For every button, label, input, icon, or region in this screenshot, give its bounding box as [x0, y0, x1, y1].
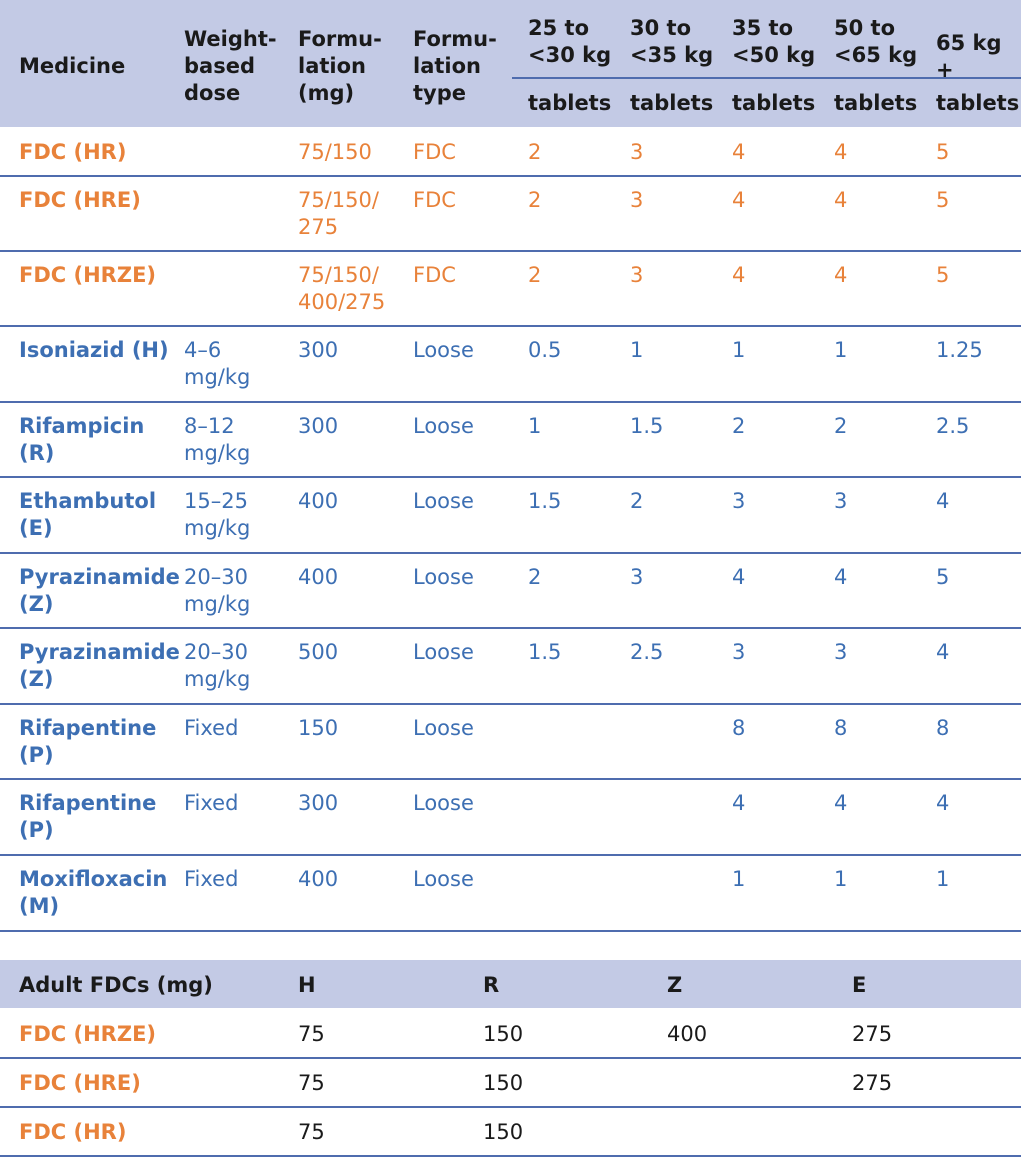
dosing-row-2-w4: 4	[834, 188, 848, 212]
dosing-row-11-type: Loose	[413, 867, 474, 891]
dosing-row-8-w2: 2.5	[630, 640, 664, 664]
dosing-row-10-medicine: Rifapentine (P)	[19, 791, 157, 842]
dosing-row-7-dose: 20–30 mg/kg	[184, 565, 251, 616]
dosing-row-9-w5: 8	[936, 716, 950, 740]
dosing-row-2-w1: 2	[528, 188, 542, 212]
dosing-row-7-w1: 2	[528, 565, 542, 589]
fdc-row-1-h: 75	[298, 1022, 325, 1046]
dosing-row-11-w4: 1	[834, 867, 848, 891]
header-weight-35-50: 35 to <50 kg	[732, 16, 816, 67]
row-divider	[0, 703, 1021, 705]
dosing-row-6-dose: 15–25 mg/kg	[184, 489, 251, 540]
header-unit-tablets: tablets	[834, 91, 918, 115]
dosing-row-8-w3: 3	[732, 640, 746, 664]
fdc-row-1-name: FDC (HRZE)	[19, 1022, 157, 1046]
dosing-row-8-w4: 3	[834, 640, 848, 664]
row-divider	[0, 627, 1021, 629]
dosing-row-5-medicine: Rifampicin (R)	[19, 414, 145, 465]
header-unit-tablets: tablets	[528, 91, 612, 115]
dosing-row-9-formulation: 150	[298, 716, 339, 740]
dosing-row-9-medicine: Rifapentine (P)	[19, 716, 157, 767]
fdc-row-1-r: 150	[483, 1022, 524, 1046]
dosing-row-2-formulation: 75/150/ 275	[298, 188, 379, 239]
dosing-row-8-formulation: 500	[298, 640, 339, 664]
dosing-row-2-w3: 4	[732, 188, 746, 212]
dosing-row-10-w3: 4	[732, 791, 746, 815]
row-divider	[0, 401, 1021, 403]
fdc-header-e: E	[852, 973, 867, 997]
dosing-row-8-w1: 1.5	[528, 640, 562, 664]
dosing-row-11-formulation: 400	[298, 867, 339, 891]
dosing-row-6-w3: 3	[732, 489, 746, 513]
fdc-header-h: H	[298, 973, 316, 997]
dosing-row-7-type: Loose	[413, 565, 474, 589]
header-formulation-type: Formu- lation type	[413, 27, 497, 105]
header-weight-30-35: 30 to <35 kg	[630, 16, 714, 67]
dosing-row-7-formulation: 400	[298, 565, 339, 589]
dosing-row-3-w3: 4	[732, 263, 746, 287]
dosing-row-11-dose: Fixed	[184, 867, 239, 891]
row-divider	[0, 250, 1021, 252]
dosing-row-5-w5: 2.5	[936, 414, 970, 438]
dosing-row-5-w1: 1	[528, 414, 542, 438]
row-divider	[0, 1057, 1021, 1059]
dosing-row-7-w2: 3	[630, 565, 644, 589]
dosing-row-3-formulation: 75/150/ 400/275	[298, 263, 386, 314]
fdc-row-3-h: 75	[298, 1120, 325, 1144]
dosing-row-6-formulation: 400	[298, 489, 339, 513]
row-divider	[0, 325, 1021, 327]
dosing-row-4-w3: 1	[732, 338, 746, 362]
fdc-header-name: Adult FDCs (mg)	[19, 973, 213, 997]
dosing-row-4-type: Loose	[413, 338, 474, 362]
dosing-row-1-w5: 5	[936, 140, 950, 164]
dosing-row-1-type: FDC	[413, 140, 456, 164]
dosing-row-8-medicine: Pyrazinamide (Z)	[19, 640, 180, 691]
dosing-row-7-medicine: Pyrazinamide (Z)	[19, 565, 180, 616]
dosing-row-5-w4: 2	[834, 414, 848, 438]
dosing-row-4-w5: 1.25	[936, 338, 983, 362]
dosing-row-3-w4: 4	[834, 263, 848, 287]
dosing-row-1-w2: 3	[630, 140, 644, 164]
dosing-row-10-w4: 4	[834, 791, 848, 815]
dosing-row-3-w1: 2	[528, 263, 542, 287]
dosing-row-5-dose: 8–12 mg/kg	[184, 414, 251, 465]
header-unit-tablets: tablets	[732, 91, 816, 115]
header-unit-tablets: tablets	[630, 91, 714, 115]
dosing-row-11-w5: 1	[936, 867, 950, 891]
dosing-row-7-w3: 4	[732, 565, 746, 589]
row-divider	[0, 476, 1021, 478]
fdc-row-2-e: 275	[852, 1071, 893, 1095]
fdc-header-r: R	[483, 973, 500, 997]
fdc-header-z: Z	[667, 973, 683, 997]
header-formulation-mg: Formu- lation (mg)	[298, 27, 382, 105]
dosing-row-8-type: Loose	[413, 640, 474, 664]
row-divider	[0, 552, 1021, 554]
dosing-row-6-w2: 2	[630, 489, 644, 513]
dosing-row-10-w5: 4	[936, 791, 950, 815]
dosing-row-2-w5: 5	[936, 188, 950, 212]
dosing-row-5-type: Loose	[413, 414, 474, 438]
fdc-row-2-name: FDC (HRE)	[19, 1071, 141, 1095]
dosing-row-4-formulation: 300	[298, 338, 339, 362]
dosing-row-11-w3: 1	[732, 867, 746, 891]
dosing-row-9-w4: 8	[834, 716, 848, 740]
row-divider	[0, 778, 1021, 780]
header-weight-65-plus: 65 kg +	[936, 31, 1002, 82]
header-unit-tablets: tablets	[936, 91, 1020, 115]
row-divider	[0, 175, 1021, 177]
dosing-row-1-w4: 4	[834, 140, 848, 164]
dosing-row-3-w5: 5	[936, 263, 950, 287]
dosing-row-6-type: Loose	[413, 489, 474, 513]
fdc-row-1-e: 275	[852, 1022, 893, 1046]
dosing-row-5-formulation: 300	[298, 414, 339, 438]
dosing-row-4-medicine: Isoniazid (H)	[19, 338, 169, 362]
dosing-row-1-w1: 2	[528, 140, 542, 164]
dosing-row-4-w4: 1	[834, 338, 848, 362]
dosing-row-1-formulation: 75/150	[298, 140, 372, 164]
row-divider	[0, 930, 1021, 932]
dosing-row-3-w2: 3	[630, 263, 644, 287]
dosing-row-10-formulation: 300	[298, 791, 339, 815]
dosing-row-6-w1: 1.5	[528, 489, 562, 513]
header-weight-25-30: 25 to <30 kg	[528, 16, 612, 67]
dosing-row-2-medicine: FDC (HRE)	[19, 188, 141, 212]
dosing-row-6-w5: 4	[936, 489, 950, 513]
header-medicine: Medicine	[19, 54, 126, 78]
row-divider	[0, 1106, 1021, 1108]
dosing-row-7-w4: 4	[834, 565, 848, 589]
header-weight-based-dose: Weight- based dose	[184, 27, 277, 105]
fdc-row-2-h: 75	[298, 1071, 325, 1095]
dosing-row-1-w3: 4	[732, 140, 746, 164]
fdc-row-2-r: 150	[483, 1071, 524, 1095]
dosing-row-5-w2: 1.5	[630, 414, 664, 438]
dosing-row-8-dose: 20–30 mg/kg	[184, 640, 251, 691]
dosing-row-7-w5: 5	[936, 565, 950, 589]
dosing-row-10-type: Loose	[413, 791, 474, 815]
dosing-row-4-w1: 0.5	[528, 338, 562, 362]
dosing-row-6-medicine: Ethambutol (E)	[19, 489, 157, 540]
dosing-row-2-w2: 3	[630, 188, 644, 212]
header-weight-50-65: 50 to <65 kg	[834, 16, 918, 67]
dosing-row-9-dose: Fixed	[184, 716, 239, 740]
fdc-row-3-r: 150	[483, 1120, 524, 1144]
dosing-row-3-medicine: FDC (HRZE)	[19, 263, 157, 287]
fdc-row-1-z: 400	[667, 1022, 708, 1046]
dosing-row-3-type: FDC	[413, 263, 456, 287]
dosing-row-8-w5: 4	[936, 640, 950, 664]
dosing-row-6-w4: 3	[834, 489, 848, 513]
dosing-row-2-type: FDC	[413, 188, 456, 212]
dosing-row-1-medicine: FDC (HR)	[19, 140, 127, 164]
dosing-row-9-w3: 8	[732, 716, 746, 740]
fdc-row-3-name: FDC (HR)	[19, 1120, 127, 1144]
dosing-row-10-dose: Fixed	[184, 791, 239, 815]
dosing-row-4-dose: 4–6 mg/kg	[184, 338, 251, 389]
dosing-row-9-type: Loose	[413, 716, 474, 740]
dosing-row-5-w3: 2	[732, 414, 746, 438]
dosing-row-11-medicine: Moxifloxacin (M)	[19, 867, 168, 918]
row-divider	[0, 854, 1021, 856]
row-divider	[0, 1155, 1021, 1157]
dosing-row-4-w2: 1	[630, 338, 644, 362]
